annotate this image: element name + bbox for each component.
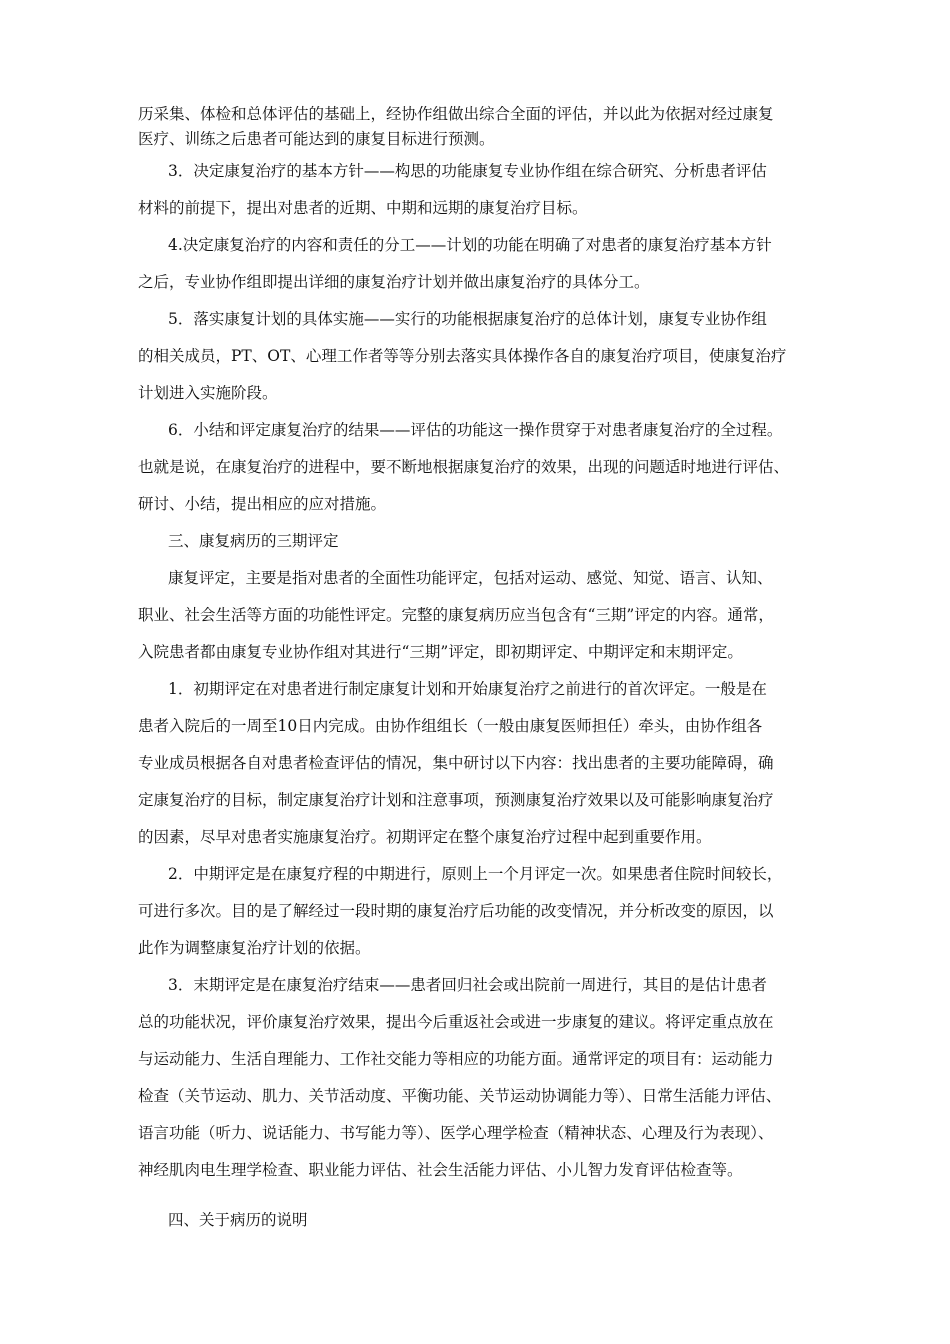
- text-line: 职业、社会生活等方面的功能性评定。完整的康复病历应当包含有“三期”评定的内容。通常，: [138, 606, 774, 624]
- text-line: 总的功能状况，评价康复治疗效果，提出今后重返社会或进一步康复的建议。将评定重点放在: [138, 1013, 774, 1031]
- paragraph-start-line: 3．末期评定是在康复治疗结束——患者回归社会或出院前一周进行，其目的是估计患者: [168, 976, 767, 994]
- paragraph-start-line: 1．初期评定在对患者进行制定康复计划和开始康复治疗之前进行的首次评定。一般是在: [168, 680, 767, 698]
- text-line: 的相关成员，PT、OT、心理工作者等等分别去落实具体操作各自的康复治疗项目，使康复治疗: [138, 347, 787, 365]
- paragraph-start-line: 4.决定康复治疗的内容和责任的分工——计划的功能在明确了对患者的康复治疗基本方针: [168, 236, 772, 254]
- text-line: 也就是说，在康复治疗的进程中，要不断地根据康复治疗的效果，出现的问题适时地进行评估、: [138, 458, 790, 476]
- text-line: 材料的前提下，提出对患者的近期、中期和远期的康复治疗目标。: [138, 199, 588, 217]
- text-line: 的因素，尽早对患者实施康复治疗。初期评定在整个康复治疗过程中起到重要作用。: [138, 828, 712, 846]
- paragraph-start-line: 康复评定，主要是指对患者的全面性功能评定，包括对运动、感觉、知觉、语言、认知、: [168, 569, 773, 587]
- text-line: 检查（关节运动、肌力、关节活动度、平衡功能、关节运动协调能力等）、日常生活能力评估、: [138, 1087, 782, 1105]
- text-line: 历采集、体检和总体评估的基础上，经协作组做出综合全面的评估，并以此为依据对经过康复: [138, 105, 774, 123]
- text-line: 与运动能力、生活自理能力、工作社交能力等相应的功能方面。通常评定的项目有：运动能力: [138, 1050, 774, 1068]
- text-line: 计划进入实施阶段。: [138, 384, 278, 402]
- paragraph-start-line: 3．决定康复治疗的基本方针——构思的功能康复专业协作组在综合研究、分析患者评估: [168, 162, 767, 180]
- text-line: 医疗、训练之后患者可能达到的康复目标进行预测。: [138, 130, 495, 148]
- text-line: 研讨、小结，提出相应的应对措施。: [138, 495, 387, 513]
- text-line: 神经肌肉电生理学检查、职业能力评估、社会生活能力评估、小儿智力发育评估检查等。: [138, 1161, 743, 1179]
- paragraph-start-line: 6．小结和评定康复治疗的结果——评估的功能这一操作贯穿于对患者康复治疗的全过程。: [168, 421, 783, 439]
- text-line: 专业成员根据各自对患者检查评估的情况，集中研讨以下内容：找出患者的主要功能障碍，确: [138, 754, 774, 772]
- text-line: 可进行多次。目的是了解经过一段时期的康复治疗后功能的改变情况，并分析改变的原因，以: [138, 902, 774, 920]
- paragraph-start-line: 2．中期评定是在康复疗程的中期进行，原则上一个月评定一次。如果患者住院时间较长，: [168, 865, 783, 883]
- section-heading: 四、关于病历的说明: [168, 1211, 308, 1229]
- text-line: 患者入院后的一周至10日内完成。由协作组组长（一般由康复医师担任）牵头，由协作组各: [138, 717, 763, 735]
- section-heading: 三、康复病历的三期评定: [168, 532, 339, 550]
- text-line: 此作为调整康复治疗计划的依据。: [138, 939, 371, 957]
- text-line: 定康复治疗的目标，制定康复治疗计划和注意事项，预测康复治疗效果以及可能影响康复治疗: [138, 791, 774, 809]
- text-line: 之后，专业协作组即提出详细的康复治疗计划并做出康复治疗的具体分工。: [138, 273, 650, 291]
- text-line: 语言功能（听力、说话能力、书写能力等）、医学心理学检查（精神状态、心理及行为表现）、: [138, 1124, 774, 1142]
- paragraph-start-line: 5．落实康复计划的具体实施——实行的功能根据康复治疗的总体计划，康复专业协作组: [168, 310, 767, 328]
- text-line: 入院患者都由康复专业协作组对其进行“三期”评定，即初期评定、中期评定和末期评定。: [138, 643, 743, 661]
